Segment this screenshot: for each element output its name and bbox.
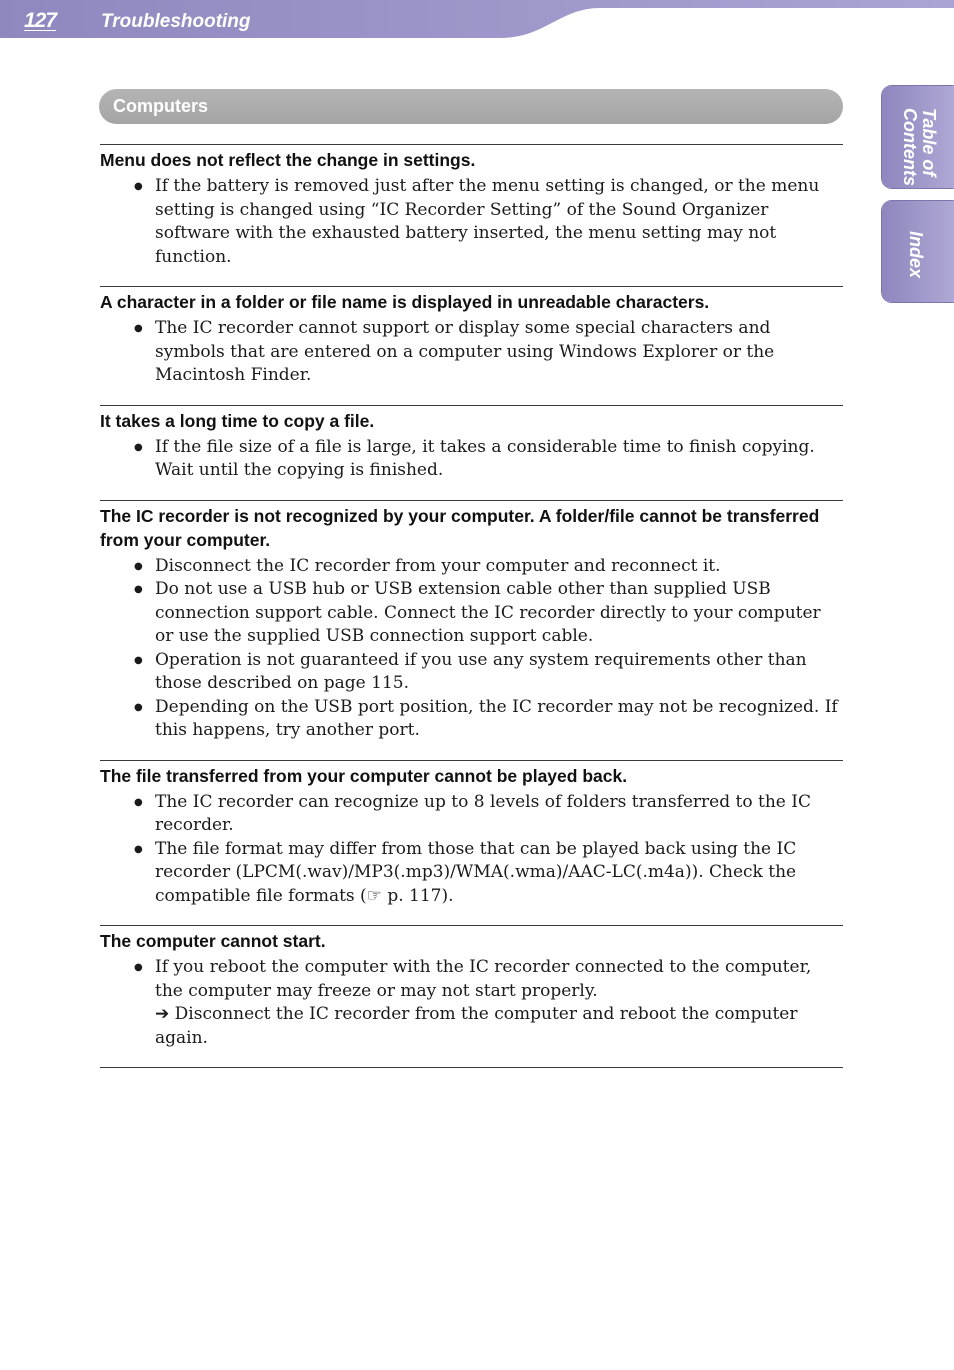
page-header	[0, 0, 954, 40]
page-number: 127	[24, 9, 57, 32]
list-item: ● Depending on the USB port position, the IC recorder may not be recognized. If this happens, try another port.	[100, 696, 843, 743]
list-item: ● If you reboot the computer with the IC recorder connected to the computer, the computer may freeze or may not start properly.	[100, 956, 843, 1003]
item-title: Menu does not reflect the change in settings.	[100, 150, 476, 170]
bottom-divider	[100, 1067, 843, 1068]
list-item: ● The IC recorder cannot support or display some special characters and symbols that are entered on a computer using Windows Explorer or the Macintosh Finder.	[100, 317, 843, 388]
list-item: ● Disconnect the IC recorder from your computer and reconnect it.	[100, 555, 843, 579]
table-of-contents-tab[interactable]	[882, 86, 954, 188]
trouble-item	[100, 286, 843, 405]
list-item: ● The IC recorder can recognize up to 8 levels of folders transferred to the IC recorder.	[100, 791, 843, 838]
list-item: ● Operation is not guaranteed if you use any system requirements other than those described on page 115.	[100, 649, 843, 696]
list-item: ● If the battery is removed just after the menu setting is changed, or the menu setting is changed using “IC Recorder Setting” of the Sound Organizer software with the exhausted battery inserted, the menu setting may not function.	[100, 175, 843, 269]
trouble-item	[100, 500, 843, 760]
list-item: ● The file format may differ from those that can be played back using the IC recorder (LPCM(.wav)/MP3(.mp3)/WMA(.wma)/AAC-LC(.m4a)). Check the compatible file formats (☞ p. 117).	[100, 838, 843, 909]
list-item: ● If the file size of a file is large, it takes a considerable time to finish copying. Wait until the copying is finished.	[100, 436, 843, 483]
trouble-item	[100, 760, 843, 926]
remedy-text: ➔ Disconnect the IC recorder from the computer and reboot the computer again.	[155, 1004, 798, 1048]
item-title: The computer cannot start.	[100, 931, 326, 951]
trouble-item	[100, 144, 843, 286]
item-title: The file transferred from your computer cannot be played back.	[100, 765, 628, 786]
section-title: Computers	[113, 96, 209, 116]
item-title: The IC recorder is not recognized by your computer. A folder/file cannot be transferred from your computer.	[100, 505, 820, 550]
toc-tab-label: Table of Contents	[900, 108, 939, 186]
index-tab-label: Index	[906, 231, 926, 279]
trouble-item	[100, 925, 843, 1067]
chapter-title: Troubleshooting	[101, 11, 251, 32]
item-title: A character in a folder or file name is displayed in unreadable characters.	[100, 292, 710, 312]
troubleshooting-list	[100, 144, 843, 1068]
index-tab[interactable]	[882, 201, 954, 302]
section-header	[99, 89, 843, 124]
list-item: ● Do not use a USB hub or USB extension cable other than supplied USB connection support cable. Connect the IC recorder directly to your computer or use the supplied USB connection support cable.	[100, 578, 843, 649]
trouble-item	[100, 405, 843, 500]
item-title: It takes a long time to copy a file.	[100, 410, 375, 431]
